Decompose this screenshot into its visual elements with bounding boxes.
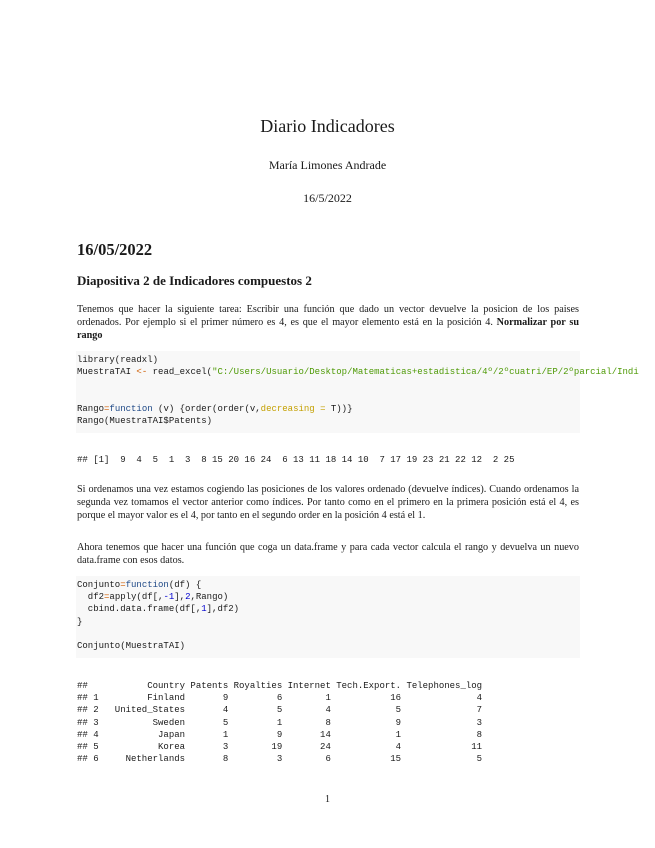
- code-string: "C:/Users/Usuario/Desktop/Matematicas+estadistica/4º/2ºcuatri/EP/2ºparcial/Indi: [212, 367, 639, 378]
- table-row: ## 3 Sweden 5 1 8 9 3: [77, 717, 483, 728]
- paragraph-explanation: Si ordenamos una vez estamos cogiendo las posiciones de los valores ordenado (devuelve índices). Cuando ordenamos la segunda vez tomamos el vector anterior como índices. Por tanto como en el primero en la primera posición está el 4, es porque el mayor valor es el 4, por tanto en el segundo order en la posición 4 está el 1.: [77, 484, 579, 521]
- code-block-conjunto: [76, 576, 580, 658]
- table-row: ## 2 United_States 4 5 4 5 7: [77, 705, 483, 716]
- code-argument: decreasing =: [260, 403, 326, 414]
- code-keyword: function: [109, 403, 153, 414]
- code-line: Conjunto(MuestraTAI): [77, 641, 186, 652]
- code-token: Rango: [77, 403, 105, 414]
- code-number: 1: [201, 604, 207, 615]
- code-token: (df) {: [168, 580, 202, 590]
- paragraph-task-bold: Normalizar por su rango: [77, 317, 580, 341]
- document-title: Diario Indicadores: [260, 116, 395, 136]
- table-row: ## 1 Finland 9 6 1 16 4: [77, 693, 483, 704]
- code-token: cbind.data.frame(df[,: [77, 604, 202, 615]
- table-output: [77, 680, 482, 765]
- code-operator: =: [120, 580, 126, 590]
- code-operator: =: [104, 403, 110, 414]
- code-line: Rango(MuestraTAI$Patents): [77, 416, 213, 427]
- code-token: Conjunto: [77, 580, 121, 590]
- output-rango: ## [1] 9 4 5 1 3 8 15 20 16 24 6 13 11 18 14 10 7 17 19 23 21 22 12 2 25: [77, 455, 515, 465]
- page-number: 1: [325, 794, 330, 805]
- code-token: MuestraTAI: [77, 367, 132, 378]
- code-token: ],: [174, 592, 186, 603]
- code-operator: =: [104, 592, 110, 603]
- code-token: T))}: [325, 403, 353, 414]
- code-block-rango: [76, 351, 639, 433]
- section-heading: 16/05/2022: [77, 240, 153, 259]
- paragraph-task-text: Tenemos que hacer la siguiente tarea: Escribir una función que dado un vector devuelve la posicion de los paises ordenados. Por ejemplo si el primer número es 4, es que el mayor elemento está en la posición 4.: [77, 304, 579, 328]
- table-header: ## Country Patents Royalties Internet Tech.Export. Telephones_log: [77, 681, 483, 691]
- code-line: library(readxl): [77, 355, 159, 365]
- code-keyword: function: [125, 580, 169, 590]
- code-token: read_excel(: [152, 367, 213, 378]
- code-token: ],df2): [206, 604, 240, 615]
- document-date: 16/5/2022: [303, 191, 352, 205]
- table-row: ## 4 Japan 1 9 14 1 8: [77, 729, 483, 740]
- code-token: ,Rango): [190, 592, 229, 603]
- table-row: ## 6 Netherlands 8 3 6 15 5: [77, 754, 483, 765]
- paragraph-dataframe: Ahora tenemos que hacer una función que coga un data.frame y para cada vector calcula el rango y devuelva un nuevo data.frame con esos datos.: [77, 542, 579, 566]
- code-token: apply(df[,: [109, 592, 164, 603]
- table-row: ## 5 Korea 3 19 24 4 11: [77, 742, 483, 753]
- code-number: 2: [185, 592, 191, 603]
- code-line: }: [77, 616, 83, 627]
- code-operator: <-: [136, 367, 148, 378]
- code-token: df2: [77, 592, 105, 603]
- code-token: (v) {order(order(v,: [152, 403, 261, 414]
- code-number: -1: [163, 592, 175, 603]
- subsection-heading: Diapositiva 2 de Indicadores compuestos 2: [77, 273, 312, 288]
- document-author: María Limones Andrade: [268, 158, 387, 172]
- paragraph-task: [77, 303, 579, 342]
